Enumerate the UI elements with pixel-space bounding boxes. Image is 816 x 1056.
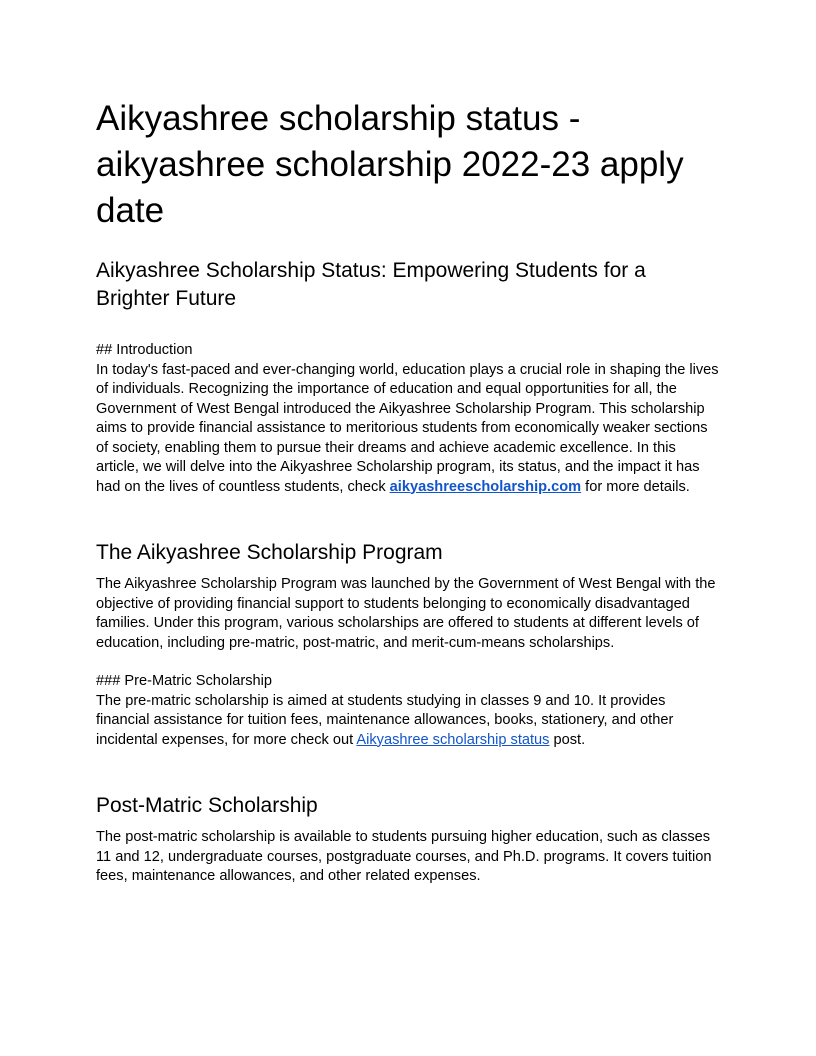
pre-matric-section	[96, 672, 722, 750]
program-section	[96, 539, 722, 653]
aikyashreescholarship-link[interactable]: aikyashreescholarship.com	[389, 478, 582, 495]
program-heading: The Aikyashree Scholarship Program	[96, 541, 443, 564]
document-page	[96, 96, 722, 884]
program-paragraph: The Aikyashree Scholarship Program was launched by the Government of West Bengal with the objective of providing financial support to students belonging to economically disadvantaged families. Under this program, various scholarships are offered to students at different levels of education, including pre-matric, post-matric, and merit-cum-means scholarships.	[96, 576, 716, 651]
pre-matric-heading: ### Pre-Matric Scholarship	[96, 673, 273, 689]
post-matric-paragraph: The post-matric scholarship is available to students pursuing higher education, such as classes 11 and 12, undergraduate courses, postgraduate courses, and Ph.D. programs. It covers tuition fees, maintenance allowances, and other related expenses.	[96, 829, 712, 884]
introduction-text-end: for more details.	[581, 478, 690, 495]
document-subtitle: Aikyashree Scholarship Status: Empowering Students for a Brighter Future	[96, 259, 646, 310]
pre-matric-text: The pre-matric scholarship is aimed at students studying in classes 9 and 10. It provides financial assistance for tuition fees, maintenance allowances, books, stationery, and other incidental expenses, for more check out	[96, 692, 674, 748]
introduction-heading: ## Introduction	[96, 342, 193, 358]
post-matric-heading: Post-Matric Scholarship	[96, 794, 318, 817]
document-title: Aikyashree scholarship status - aikyashree scholarship 2022-23 apply date	[96, 99, 684, 230]
post-matric-section	[96, 792, 722, 887]
introduction-paragraph	[96, 361, 722, 498]
aikyashree-status-link[interactable]: Aikyashree scholarship status	[356, 731, 550, 748]
pre-matric-paragraph	[96, 692, 722, 751]
pre-matric-text-end: post.	[549, 731, 586, 748]
introduction-text: In today's fast-paced and ever-changing world, education plays a crucial role in shaping the lives of individuals. Recognizing the importance of education and equal opportunities for all, the Government of West Bengal introduced the Aikyashree Scholarship Program. This scholarship aims to provide financial assistance to meritorious students from economically weaker sections of society, enabling them to pursue their dreams and achieve academic excellence. In this article, we will delve into the Aikyashree Scholarship program, its status, and the impact it has had on the lives of countless students, check	[96, 361, 719, 495]
introduction-section	[96, 341, 722, 497]
